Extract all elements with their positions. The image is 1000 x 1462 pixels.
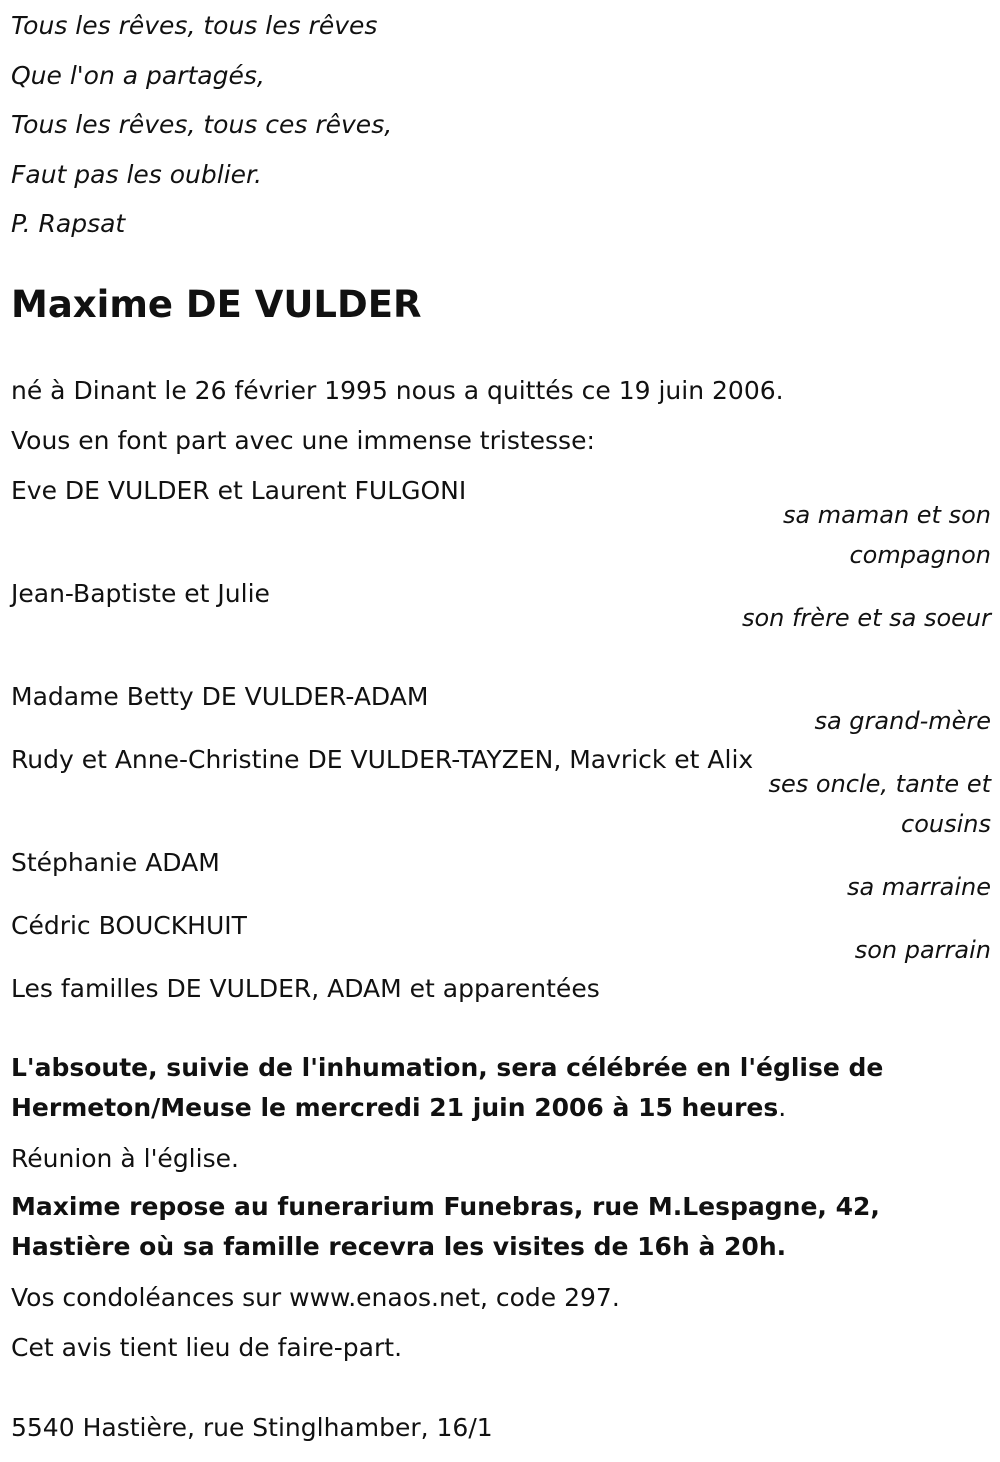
ceremony-bold-text: L'absoute, suivie de l'inhumation, sera célébrée en l'église de Hermeton/Meuse le mercredi 21 juin 2006 à 15 heures bbox=[11, 1053, 884, 1122]
family-member-relation: sa grand-mère bbox=[814, 707, 991, 735]
announcement-line: Vous en font part avec une immense tristesse: bbox=[11, 426, 595, 455]
poem-line: Tous les rêves, tous ces rêves, bbox=[11, 110, 393, 139]
family-member-relation: son parrain bbox=[854, 936, 991, 964]
family-member-names: Eve DE VULDER et Laurent FULGONI bbox=[11, 476, 467, 505]
families-line: Les familles DE VULDER, ADAM et apparentées bbox=[11, 974, 600, 1003]
family-member-names: Stéphanie ADAM bbox=[11, 848, 220, 877]
birth-death-line: né à Dinant le 26 février 1995 nous a quittés ce 19 juin 2006. bbox=[11, 376, 784, 405]
poem-line: Tous les rêves, tous les rêves bbox=[11, 11, 378, 40]
family-member-names: Cédric BOUCKHUIT bbox=[11, 911, 247, 940]
ceremony-trailing: . bbox=[778, 1093, 787, 1122]
family-member-names: Rudy et Anne-Christine DE VULDER-TAYZEN, Mavrick et Alix bbox=[11, 745, 754, 774]
poem bbox=[11, 0, 991, 249]
family-member-relation: sa maman et son compagnon bbox=[782, 501, 991, 569]
family-member-names: Madame Betty DE VULDER-ADAM bbox=[11, 682, 429, 711]
notice-line: Cet avis tient lieu de faire-part. bbox=[11, 1333, 403, 1362]
family-member-relation: son frère et sa soeur bbox=[741, 604, 991, 632]
poem-author: P. Rapsat bbox=[11, 209, 126, 238]
family-member-names: Jean-Baptiste et Julie bbox=[11, 579, 270, 608]
deceased-name: Maxime DE VULDER bbox=[11, 283, 422, 326]
poem-line: Que l'on a partagés, bbox=[11, 60, 265, 90]
address-line: 5540 Hastière, rue Stinglhamber, 16/1 bbox=[11, 1413, 493, 1442]
family-member-relation: ses oncle, tante et cousins bbox=[768, 770, 991, 838]
ceremony-info bbox=[11, 1048, 911, 1128]
family-member-relation: sa marraine bbox=[846, 873, 991, 901]
reunion-line: Réunion à l'église. bbox=[11, 1144, 239, 1173]
obituary-page bbox=[11, 0, 991, 1442]
condolences-line: Vos condoléances sur www.enaos.net, code 297. bbox=[11, 1283, 620, 1312]
funerarium-info: Maxime repose au funerarium Funebras, rue M.Lespagne, 42, Hastière où sa famille recevra les visites de 16h à 20h. bbox=[11, 1192, 880, 1261]
poem-line: Faut pas les oublier. bbox=[11, 159, 262, 189]
